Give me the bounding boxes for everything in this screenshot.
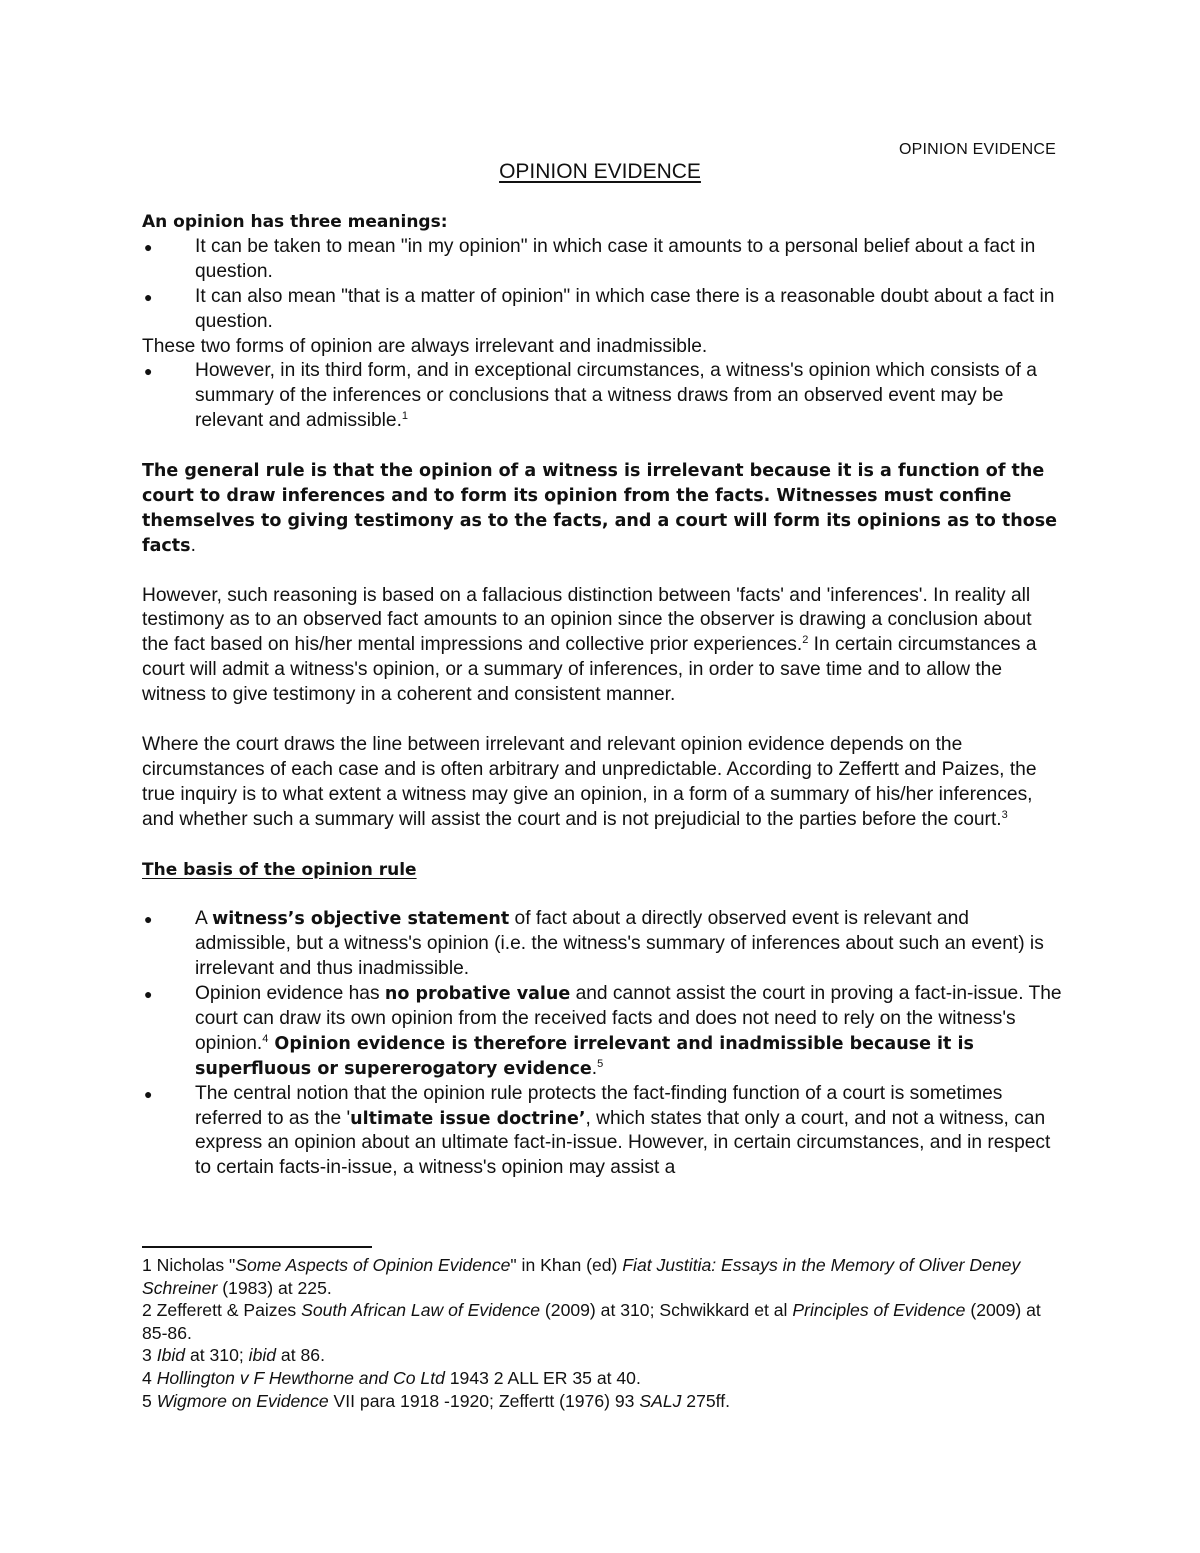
bullet-bold-text: witness’s objective statement (212, 909, 510, 930)
page-title: OPINION EVIDENCE (499, 160, 701, 183)
list-item (142, 359, 1062, 434)
footnote-3: 3 Ibid at 310; ibid at 86. (142, 1345, 325, 1366)
bullet-text: and cannot assist the court in proving a fact-in-issue. The court can draw its own opinion from the received facts and does not need to rely on the witness's opinion. (195, 983, 1062, 1054)
reasoning-paragraph (142, 584, 1062, 709)
bullet-text: Opinion evidence has (195, 983, 385, 1005)
line-drawing-paragraph (142, 733, 1062, 833)
bullet-text: It can also mean "that is a matter of opinion" in which case there is a reasonable doubt about a fact in question. (195, 285, 1055, 332)
document-body (142, 210, 1062, 1181)
list-item (142, 235, 1062, 285)
bullet-bold-text: no probative value (384, 984, 571, 1005)
general-rule-paragraph (142, 459, 1062, 559)
intro-lead: An opinion has three meanings: (142, 212, 448, 232)
general-rule-end: . (190, 534, 196, 556)
bullet-text: A (195, 908, 213, 930)
third-form-list (142, 359, 1062, 434)
bullet-icon: ● (144, 238, 153, 255)
bullet-text: , which states that only a court, and not a witness, can express an opinion about an ultimate fact-in-issue. However, in certain circumstances, and in respect to certain facts-in-issue, a witness's opinion may assist a (195, 1107, 1051, 1179)
footnote-ref[interactable]: 2 (802, 634, 809, 647)
bullet-icon: ● (144, 911, 153, 928)
footnote-ref[interactable]: 3 (1001, 808, 1008, 821)
footnote-ref[interactable]: 5 (597, 1057, 604, 1070)
footnote-5: 5 Wigmore on Evidence VII para 1918 -1920; Zeffertt (1976) 93 SALJ 275ff. (142, 1390, 730, 1411)
basis-list (142, 907, 1062, 1181)
general-rule-text: The general rule is that the opinion of a witness is irrelevant because it is a function of the court to draw inferences and to form its opinion from the facts. Witnesses must confine themselves to giving testimony as to the facts, and a court will form its opinions as to those facts (142, 461, 1057, 556)
bullet-bold-text: Opinion evidence is therefore irrelevant and inadmissible because it is superfluous or supererogatory evidence (195, 1033, 974, 1079)
footnote-ref[interactable]: 1 (401, 410, 409, 423)
bullet-bold-text: ultimate issue doctrine’ (350, 1108, 586, 1129)
bullet-icon: ● (144, 288, 153, 305)
bullet-text: However, in its third form, and in exceptional circumstances, a witness's opinion which consists of a summary of the inferences or conclusions that a witness draws from an observed event may be relevant and admissible. (195, 360, 1037, 432)
list-item (142, 907, 1062, 982)
list-item (142, 1082, 1062, 1182)
list-item (142, 982, 1062, 1082)
list-item (142, 285, 1062, 335)
running-header: OPINION EVIDENCE (898, 141, 1056, 158)
bullet-text: of fact about a directly observed event is relevant and admissible, but a witness's opinion (i.e. the witness's summary of inferences about such an event) is irrelevant and thus inadmissible. (195, 908, 1044, 980)
bullet-icon: ● (144, 986, 153, 1003)
footnote-ref[interactable]: 4 (262, 1032, 269, 1045)
bullet-icon: ● (144, 1085, 153, 1102)
footnote-separator (142, 1246, 372, 1248)
intro-note: These two forms of opinion are always irrelevant and inadmissible. (142, 335, 708, 357)
footnote-1: 1 Nicholas "Some Aspects of Opinion Evidence" in Khan (ed) Fiat Justitia: Essays in the Memory of Oliver Deney Schreiner (1983) at 225. (142, 1255, 1021, 1298)
reasoning-text-1: However, such reasoning is based on a fallacious distinction between 'facts' and 'inferences'. In reality all testimony as to an observed fact amounts to an opinion since the observer is drawing a conclusion about the fact based on his/her mental impressions and collective prior experiences. (142, 584, 1032, 656)
footnotes (142, 1254, 1062, 1412)
section-heading: The basis of the opinion rule (142, 859, 417, 880)
bullet-text: . (591, 1057, 598, 1079)
bullet-text: The central notion that the opinion rule protects the fact-finding function of a court is sometimes referred to as the ' (195, 1082, 1003, 1129)
meanings-list (142, 235, 1062, 335)
bullet-text: It can be taken to mean "in my opinion" in which case it amounts to a personal belief about a fact in question. (195, 235, 1036, 282)
bullet-icon: ● (144, 363, 153, 380)
footnote-4: 4 Hollington v F Hewthorne and Co Ltd 1943 2 ALL ER 35 at 40. (142, 1367, 641, 1388)
line-drawing-text: Where the court draws the line between irrelevant and relevant opinion evidence depends on the circumstances of each case and is often arbitrary and unpredictable. According to Zeffertt and Paizes, the true inquiry is to what extent a witness may give an opinion, in a form of a summary of his/her inferences, and whether such a summary will assist the court and is not prejudicial to the parties before the court. (142, 733, 1037, 830)
reasoning-text-2: In certain circumstances a court will admit a witness's opinion, or a summary of inferences, in order to save time and to allow the witness to give testimony in a coherent and consistent manner. (142, 634, 1037, 706)
footnote-2: 2 Zefferett & Paizes South African Law of Evidence (2009) at 310; Schwikkard et al Principles of Evidence (2009) at 85-86. (142, 1300, 1041, 1343)
